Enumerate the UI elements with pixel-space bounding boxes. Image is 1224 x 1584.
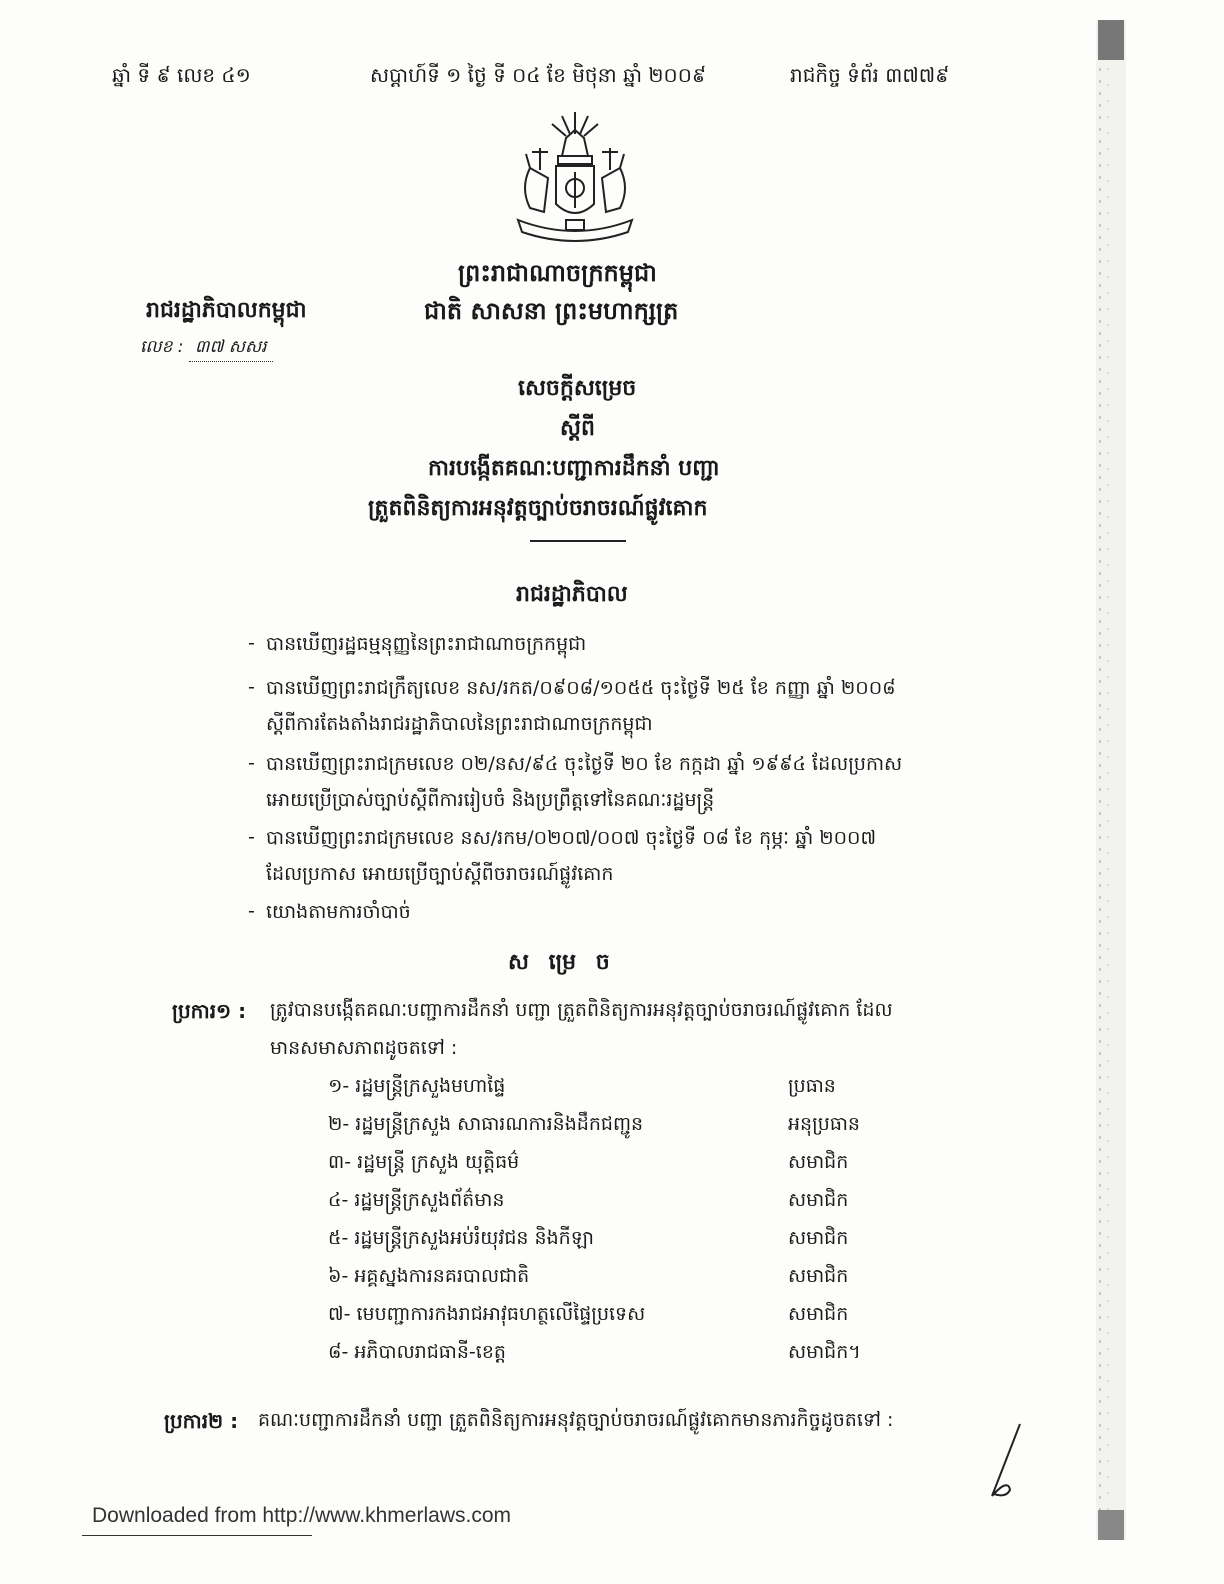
member-row: ៨- អភិបាលរាជធានី-ខេត្ត	[328, 1341, 506, 1363]
preamble-item-continuation: អោយប្រើប្រាស់ច្បាប់ស្តីពីការរៀបចំ និងប្រព្រឹត្តទៅនៃគណៈរដ្ឋមន្ត្រី	[266, 789, 715, 811]
preamble-item-continuation: ដែលប្រកាស អោយប្រើច្បាប់ស្តីពីចរាចរណ៍ផ្លូវគោក	[266, 863, 614, 885]
decision-subtitle: ស្តីពី	[560, 416, 595, 441]
member-name: រដ្ឋមន្ត្រីក្រសួងអប់រំយុវជន និងកីឡា	[354, 1227, 594, 1249]
kingdom-name: ព្រះរាជាណាចក្រកម្ពុជា	[458, 259, 657, 287]
member-role: សមាជិក	[788, 1189, 849, 1211]
article-1-text-line1: ត្រូវបានបង្កើតគណៈបញ្ជាការដឹកនាំ បញ្ជា ត្រួតពិនិត្យការអនុវត្តច្បាប់ចរាចរណ៍ផ្លូវគោក ដែល	[270, 999, 893, 1021]
member-row: ៧- មេបញ្ជាការកងរាជអាវុធហត្ថលើផ្ទៃប្រទេស	[328, 1303, 646, 1325]
gazette-issue: ឆ្នាំ ទី ៩ លេខ ៤១	[112, 63, 251, 87]
gazette-date: សប្តាហ៍ទី ១ ថ្ងៃ ទី ០៤ ខែ មិថុនា ឆ្នាំ ២០០៩	[370, 63, 707, 87]
member-row: ៥- រដ្ឋមន្ត្រីក្រសួងអប់រំយុវជន និងកីឡា	[328, 1227, 594, 1249]
download-note-underline	[82, 1535, 312, 1536]
document-number	[140, 336, 273, 362]
document-number-label: លេខ :	[140, 337, 184, 357]
member-role: សមាជិក	[788, 1227, 849, 1249]
royal-coat-of-arms-emblem	[500, 108, 650, 248]
article-2-text: គណៈបញ្ជាការដឹកនាំ បញ្ជា ត្រួតពិនិត្យការអនុវត្តច្បាប់ចរាចរណ៍ផ្លូវគោកមានភារកិច្ចដូចតទៅ :	[258, 1409, 894, 1431]
government-heading: រាជរដ្ឋាភិបាល	[516, 582, 628, 607]
article-1-text-line2: មានសមាសភាពដូចតទៅ :	[270, 1037, 458, 1059]
member-name: រដ្ឋមន្ត្រីក្រសួង សាធារណការនិងដឹកជញ្ជូន	[355, 1113, 644, 1135]
decision-topic-line2: ត្រួតពិនិត្យការអនុវត្តច្បាប់ចរាចរណ៍ផ្លូវគោក	[368, 496, 708, 521]
member-role: ប្រធាន	[788, 1075, 836, 1097]
document-number-value: ៣៧ សសរ	[189, 336, 273, 362]
member-name: មេបញ្ជាការកងរាជអាវុធហត្ថលើផ្ទៃប្រទេស	[356, 1303, 646, 1325]
title-divider	[530, 540, 626, 542]
member-role: សមាជិក។	[788, 1341, 861, 1363]
issuer-name: រាជរដ្ឋាភិបាលកម្ពុជា	[146, 298, 307, 323]
member-role: សមាជិក	[788, 1265, 849, 1287]
member-name: អគ្គស្នងការនគរបាលជាតិ	[354, 1265, 530, 1287]
decision-title: សេចក្តីសម្រេច	[518, 376, 637, 401]
member-name: រដ្ឋមន្ត្រីក្រសួងព័ត៌មាន	[354, 1189, 505, 1211]
decides-heading: ស ម្រេ ច	[508, 950, 616, 975]
download-source-note: Downloaded from http://www.khmerlaws.com	[92, 1504, 511, 1527]
kingdom-motto: ជាតិ សាសនា ព្រះមហាក្សត្រ	[424, 297, 679, 325]
member-role: សមាជិក	[788, 1303, 849, 1325]
member-row: ២- រដ្ឋមន្ត្រីក្រសួង សាធារណការនិងដឹកជញ្ជូន	[328, 1113, 644, 1135]
gazette-page: រាជកិច្ច ទំព័រ ៣៧៧៩	[790, 63, 950, 87]
member-row: ១- រដ្ឋមន្ត្រីក្រសួងមហាផ្ទៃ	[328, 1075, 506, 1097]
member-role: សមាជិក	[788, 1151, 849, 1173]
member-name: រដ្ឋមន្ត្រី ក្រសួង យុត្តិធម៌	[357, 1151, 520, 1173]
member-row: ៣- រដ្ឋមន្ត្រី ក្រសួង យុត្តិធម៌	[328, 1151, 520, 1173]
initials-signature-mark	[980, 1420, 1030, 1500]
article-1-label: ប្រការ១ :	[172, 999, 247, 1023]
member-row: ៤- រដ្ឋមន្ត្រីក្រសួងព័ត៌មាន	[328, 1189, 505, 1211]
preamble-item-continuation: ស្តីពីការតែងតាំងរាជរដ្ឋាភិបាលនៃព្រះរាជាណាចក្រកម្ពុជា	[266, 713, 653, 735]
scan-edge-decoration	[1096, 20, 1126, 1540]
member-name: រដ្ឋមន្ត្រីក្រសួងមហាផ្ទៃ	[355, 1075, 506, 1097]
decision-topic-line1: ការបង្កើតគណៈបញ្ជាការដឹកនាំ បញ្ជា	[428, 456, 720, 481]
article-2-label: ប្រការ២ :	[164, 1409, 239, 1433]
member-name: អភិបាលរាជធានី-ខេត្ត	[354, 1341, 506, 1363]
member-row: ៦- អគ្គស្នងការនគរបាលជាតិ	[328, 1265, 530, 1287]
member-role: អនុប្រធាន	[788, 1113, 860, 1135]
